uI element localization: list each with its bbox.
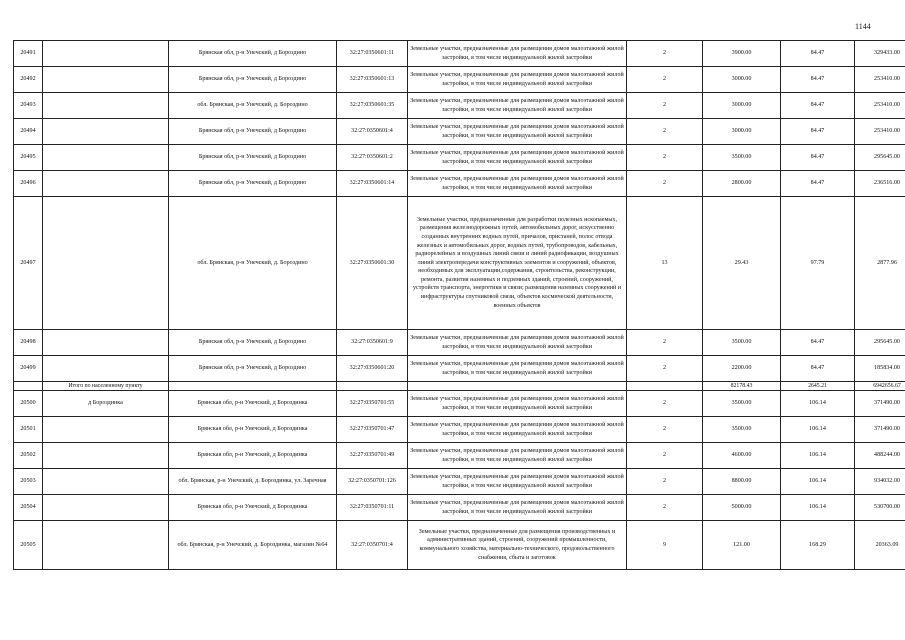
table-row <box>14 417 905 443</box>
land-use-cell: Земельные участки, предназначенные для размещения домов малоэтажной жилой застройки, в том числе индивидуальной жилой застройки <box>408 93 627 119</box>
area-cell: 3500.00 <box>703 145 781 171</box>
cadastral-value-cell: 488244.00 <box>855 443 905 469</box>
table-row <box>14 145 905 171</box>
category-code-cell: 2 <box>627 469 703 495</box>
cadastral-value-cell: 253410.00 <box>855 119 905 145</box>
row-number: 20501 <box>14 417 43 443</box>
area-cell: 5000.00 <box>703 495 781 521</box>
land-use-cell: Земельные участки, предназначенные для размещения домов малоэтажной жилой застройки, в том числе индивидуальной жилой застройки <box>408 391 627 417</box>
blank-cell <box>43 41 169 67</box>
cadastral-value-cell: 530700.00 <box>855 495 905 521</box>
table-row <box>14 391 905 417</box>
table-row <box>14 521 905 570</box>
row-number: 20496 <box>14 171 43 197</box>
category-code-cell: 2 <box>627 41 703 67</box>
land-use-cell: Земельные участки, предназначенные для размещения домов малоэтажной жилой застройки, в том числе индивидуальной жилой застройки <box>408 119 627 145</box>
blank-cell <box>43 330 169 356</box>
category-code-cell: 2 <box>627 330 703 356</box>
table-row <box>14 67 905 93</box>
price-cell: 106.14 <box>781 469 855 495</box>
subtotal-label: Итого по населенному пункту <box>43 382 169 391</box>
cadastral-value-cell: 295645.00 <box>855 145 905 171</box>
cadastral-number-cell: 32:27:0350601:20 <box>337 356 408 382</box>
land-use-cell: Земельные участки, предназначенные для размещения домов малоэтажной жилой застройки, в том числе индивидуальной жилой застройки <box>408 67 627 93</box>
blank-cell <box>43 356 169 382</box>
address-cell: Брянская обл, р-н Унечский, д Бороздинка <box>169 391 337 417</box>
row-number: 20499 <box>14 356 43 382</box>
price-cell: 84.47 <box>781 145 855 171</box>
row-number: 20494 <box>14 119 43 145</box>
table-row <box>14 495 905 521</box>
area-cell: 2800.00 <box>703 171 781 197</box>
area-cell: 3000.00 <box>703 119 781 145</box>
price-cell: 97.79 <box>781 197 855 330</box>
area-cell: 3500.00 <box>703 417 781 443</box>
blank-cell <box>43 469 169 495</box>
table-row <box>14 197 905 330</box>
row-number: 20495 <box>14 145 43 171</box>
table-row <box>14 41 905 67</box>
blank-cell <box>43 417 169 443</box>
category-code-cell: 13 <box>627 197 703 330</box>
land-use-cell: Земельные участки, предназначенные для размещения домов малоэтажной жилой застройки, в том числе индивидуальной жилой застройки <box>408 145 627 171</box>
blank-cell <box>43 495 169 521</box>
subtotal-price: 2645.21 <box>781 382 855 391</box>
price-cell: 106.14 <box>781 443 855 469</box>
address-cell: Брянская обл, р-н Унечский, д Бороздинка <box>169 495 337 521</box>
page-number: 1144 <box>855 22 871 31</box>
category-code-cell: 2 <box>627 171 703 197</box>
table-row <box>14 171 905 197</box>
settlement-heading: д Бороздинка <box>43 391 169 417</box>
cadastral-number-cell: 32:27:0350701:126 <box>337 469 408 495</box>
address-cell: обл. Брянская, р-н Унечский, д. Бороздино <box>169 93 337 119</box>
blank-cell <box>337 382 408 391</box>
land-use-cell: Земельные участки, предназначенные для размещения домов малоэтажной жилой застройки, в том числе индивидуальной жилой застройки <box>408 469 627 495</box>
cadastral-number-cell: 32:27:0350601:35 <box>337 93 408 119</box>
blank-cell <box>408 382 627 391</box>
cadastral-value-cell: 371490.00 <box>855 417 905 443</box>
address-cell: обл. Брянская, р-н Унечский, д. Бороздинка, ул. Заречная <box>169 469 337 495</box>
price-cell: 84.47 <box>781 41 855 67</box>
address-cell: Брянская обл, р-н Унечский, д Бороздино <box>169 41 337 67</box>
cadastral-value-cell: 236516.00 <box>855 171 905 197</box>
land-use-cell: Земельные участки, предназначенные для размещения домов малоэтажной жилой застройки, в том числе индивидуальной жилой застройки <box>408 495 627 521</box>
address-cell: Брянская обл, р-н Унечский, д Бороздино <box>169 145 337 171</box>
row-number: 20493 <box>14 93 43 119</box>
table-row <box>14 469 905 495</box>
land-use-cell: Земельные участки, предназначенные для размещения домов малоэтажной жилой застройки, в том числе индивидуальной жилой застройки <box>408 417 627 443</box>
category-code-cell: 2 <box>627 417 703 443</box>
category-code-cell: 2 <box>627 145 703 171</box>
blank-cell <box>43 521 169 570</box>
row-number: 20491 <box>14 41 43 67</box>
blank-cell <box>627 382 703 391</box>
cadastral-number-cell: 32:27:0350601:11 <box>337 41 408 67</box>
address-cell: Брянская обл, р-н Унечский, д Бороздино <box>169 67 337 93</box>
blank-cell <box>43 119 169 145</box>
blank-cell <box>43 145 169 171</box>
area-cell: 2200.00 <box>703 356 781 382</box>
area-cell: 3900.00 <box>703 41 781 67</box>
cadastral-number-cell: 32:27:0350601:9 <box>337 330 408 356</box>
table-row <box>14 119 905 145</box>
cadastral-number-cell: 32:27:0350701:55 <box>337 391 408 417</box>
area-cell: 3500.00 <box>703 330 781 356</box>
address-cell: Брянская обл, р-н Унечский, д Бороздинка <box>169 417 337 443</box>
price-cell: 84.47 <box>781 171 855 197</box>
address-cell: Брянская обл, р-н Унечский, д Бороздино <box>169 330 337 356</box>
area-cell: 4600.00 <box>703 443 781 469</box>
cadastral-number-cell: 32:27:0350601:4 <box>337 119 408 145</box>
cadastral-number-cell: 32:27:0350701:47 <box>337 417 408 443</box>
category-code-cell: 2 <box>627 495 703 521</box>
area-cell: 3000.00 <box>703 93 781 119</box>
price-cell: 106.14 <box>781 417 855 443</box>
land-use-cell: Земельные участки, предназначенные для размещения домов малоэтажной жилой застройки, в том числе индивидуальной жилой застройки <box>408 443 627 469</box>
cadastral-number-cell: 32:27:0350601:14 <box>337 171 408 197</box>
row-number: 20503 <box>14 469 43 495</box>
category-code-cell: 2 <box>627 443 703 469</box>
price-cell: 106.14 <box>781 391 855 417</box>
land-use-cell: Земельные участки, предназначенные для разработки полезных ископаемых, размещения железнодорожных путей, автомобильных дорог, искусственно созданных внутренних водных путей, причалов, пристаней, полос отвода железных и автомобильных дорог, водных путей, трубопроводов, кабельных, радиорелейных и воздушных линий связи и линий радиофикации, воздушных линий электропередачи конструктивных элементов и сооружений, объектов, необходимых для эксплуатации,содержания, строительства, реконструкции, ремонта, развития наземных и подземных зданий, строений, сооружений, устройств транспорта, энергетики и связи; размещения наземных сооружений и инфраструктуры спутниковой связи, объектов космической деятельности, военных объектов <box>408 197 627 330</box>
category-code-cell: 2 <box>627 391 703 417</box>
cadastral-number-cell: 32:27:0350601:2 <box>337 145 408 171</box>
table-row <box>14 93 905 119</box>
cadastral-value-cell: 185834.00 <box>855 356 905 382</box>
area-cell: 8800.00 <box>703 469 781 495</box>
subtotal-value: 6942656.67 <box>855 382 905 391</box>
land-use-cell: Земельные участки, предназначенные для размещения производственных и административных зданий, строений, сооружений промышленности, коммунального хозяйства, материально-технического, продовольственного снабжения, сбыта и заготовок <box>408 521 627 570</box>
category-code-cell: 2 <box>627 93 703 119</box>
subtotal-area: 82178.43 <box>703 382 781 391</box>
category-code-cell: 2 <box>627 119 703 145</box>
blank-cell <box>43 197 169 330</box>
land-use-cell: Земельные участки, предназначенные для размещения домов малоэтажной жилой застройки, в том числе индивидуальной жилой застройки <box>408 356 627 382</box>
address-cell: Брянская обл, р-н Унечский, д Бороздино <box>169 171 337 197</box>
cadastral-number-cell: 32:27:0350601:30 <box>337 197 408 330</box>
cadastral-value-cell: 329433.00 <box>855 41 905 67</box>
price-cell: 84.47 <box>781 93 855 119</box>
cadastral-value-cell: 2877.96 <box>855 197 905 330</box>
land-use-cell: Земельные участки, предназначенные для размещения домов малоэтажной жилой застройки, в том числе индивидуальной жилой застройки <box>408 41 627 67</box>
table-row <box>14 356 905 382</box>
area-cell: 3000.00 <box>703 67 781 93</box>
cadastral-number-cell: 32:27:0350701:49 <box>337 443 408 469</box>
table-row <box>14 443 905 469</box>
address-cell: обл. Брянская, р-н Унечский, д. Бороздино <box>169 197 337 330</box>
land-use-cell: Земельные участки, предназначенные для размещения домов малоэтажной жилой застройки, в том числе индивидуальной жилой застройки <box>408 330 627 356</box>
category-code-cell: 9 <box>627 521 703 570</box>
row-number: 20492 <box>14 67 43 93</box>
address-cell: Брянская обл, р-н Унечский, д Бороздино <box>169 356 337 382</box>
price-cell: 84.47 <box>781 67 855 93</box>
blank-cell <box>43 67 169 93</box>
cadastral-value-cell: 253410.00 <box>855 93 905 119</box>
cadastral-value-cell: 295645.00 <box>855 330 905 356</box>
cadastral-number-cell: 32:27:0350701:11 <box>337 495 408 521</box>
row-number: 20500 <box>14 391 43 417</box>
blank-cell <box>169 382 337 391</box>
address-cell: Брянская обл, р-н Унечский, д Бороздино <box>169 119 337 145</box>
price-cell: 84.47 <box>781 330 855 356</box>
cadastral-value-cell: 934032.00 <box>855 469 905 495</box>
table-row <box>14 330 905 356</box>
cadastral-value-cell: 371490.00 <box>855 391 905 417</box>
blank-cell <box>43 171 169 197</box>
area-cell: 29.43 <box>703 197 781 330</box>
cadastral-number-cell: 32:27:0350701:4 <box>337 521 408 570</box>
category-code-cell: 2 <box>627 67 703 93</box>
subtotal-row <box>14 382 905 391</box>
cadastral-value-cell: 253410.00 <box>855 67 905 93</box>
price-cell: 168.29 <box>781 521 855 570</box>
address-cell: обл. Брянская, р-н Унечский, д. Бороздинка, магазин №64 <box>169 521 337 570</box>
price-cell: 84.47 <box>781 119 855 145</box>
category-code-cell: 2 <box>627 356 703 382</box>
land-use-cell: Земельные участки, предназначенные для размещения домов малоэтажной жилой застройки, в том числе индивидуальной жилой застройки <box>408 171 627 197</box>
blank-cell <box>14 382 43 391</box>
price-cell: 106.14 <box>781 495 855 521</box>
blank-cell <box>43 93 169 119</box>
address-cell: Брянская обл, р-н Унечский, д Бороздинка <box>169 443 337 469</box>
blank-cell <box>43 443 169 469</box>
area-cell: 121.00 <box>703 521 781 570</box>
price-cell: 84.47 <box>781 356 855 382</box>
row-number: 20505 <box>14 521 43 570</box>
land-registry-table <box>13 40 905 570</box>
cadastral-value-cell: 20363.09 <box>855 521 905 570</box>
row-number: 20498 <box>14 330 43 356</box>
area-cell: 3500.00 <box>703 391 781 417</box>
row-number: 20504 <box>14 495 43 521</box>
row-number: 20502 <box>14 443 43 469</box>
row-number: 20497 <box>14 197 43 330</box>
cadastral-number-cell: 32:27:0350601:13 <box>337 67 408 93</box>
